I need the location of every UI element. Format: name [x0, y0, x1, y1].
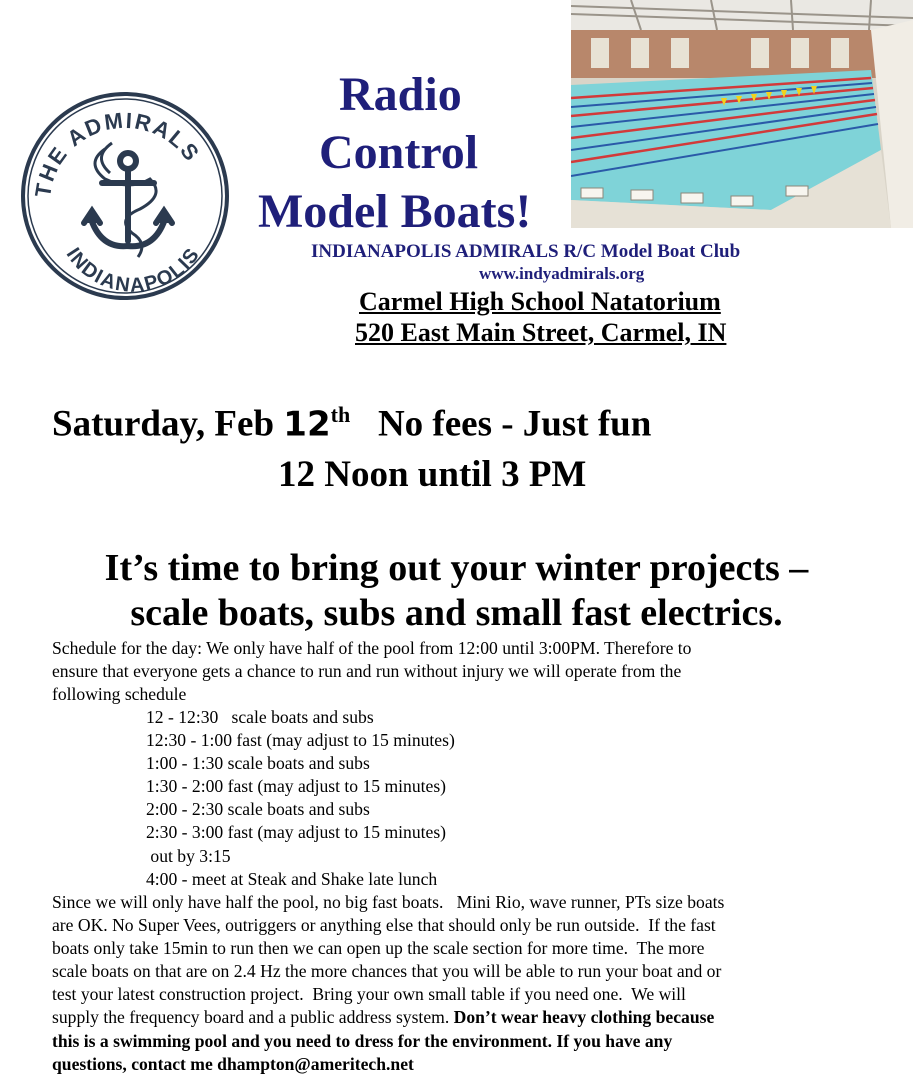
svg-text:THE ADMIRALS: THE ADMIRALS — [30, 107, 206, 200]
details-line-1: Since we will only have half the pool, no big fast boats. Mini Rio, wave runner, PTs size boats — [52, 892, 725, 912]
schedule-list — [146, 706, 455, 891]
schedule-item: 2:30 - 3:00 fast (may adjust to 15 minutes) — [146, 822, 447, 843]
pool-photo — [571, 0, 913, 228]
venue-address: 520 East Main Street, Carmel, IN — [355, 318, 727, 347]
details-line-2: are OK. No Super Vees, outriggers or anything else that should only be run outside. If the fast — [52, 915, 716, 936]
venue-name: Carmel High School Natatorium — [359, 287, 721, 316]
intro-line-2: ensure that everyone gets a chance to run and run without injury we will operate from the — [52, 661, 682, 682]
title-line-2: Control — [319, 126, 479, 179]
event-time: 12 Noon until 3 PM — [278, 454, 587, 495]
event-day: 12 — [283, 404, 331, 445]
details-line-4: scale boats on that are on 2.4 Hz the more chances that you will be able to run your boat and or — [52, 961, 722, 982]
details-line-6-bold: Don’t wear heavy clothing because — [453, 1007, 715, 1028]
details-line-5: test your latest construction project. Bring your own small table if you need one. We will — [52, 984, 686, 1005]
details-line-8[interactable]: questions, contact me dhampton@ameritech.net — [52, 1053, 414, 1074]
details-paragraph — [52, 891, 882, 1076]
schedule-item: 2:00 - 2:30 scale boats and subs — [146, 799, 370, 820]
schedule-item: 4:00 - meet at Steak and Shake late lunch — [146, 868, 438, 889]
event-date-line — [52, 402, 651, 445]
intro-line-3: following schedule — [52, 684, 187, 705]
schedule-item: 12 - 12:30 scale boats and subs — [146, 707, 374, 727]
details-line-6 — [52, 1006, 882, 1029]
club-name: INDIANAPOLIS ADMIRALS R/C Model Boat Club — [311, 241, 741, 262]
club-website[interactable]: www.indyadmirals.org — [479, 264, 645, 283]
headline-line-2: scale boats, subs and small fast electrics. — [130, 592, 783, 634]
schedule-item: 1:30 - 2:00 fast (may adjust to 15 minutes) — [146, 776, 447, 797]
admirals-logo — [20, 91, 230, 301]
event-date-prefix: Saturday, Feb — [52, 403, 284, 445]
event-day-suffix: th — [330, 402, 351, 427]
event-fees: No fees - Just fun — [377, 403, 652, 445]
intro-line-1: Schedule for the day: We only have half of the pool from 12:00 until 3:00PM. Therefore to — [52, 638, 692, 658]
schedule-item: 1:00 - 1:30 scale boats and subs — [146, 753, 370, 774]
headline-line-1: It’s time to bring out your winter projects – — [104, 547, 809, 589]
details-line-7: this is a swimming pool and you need to dress for the environment. If you have any — [52, 1030, 673, 1051]
schedule-item: 12:30 - 1:00 fast (may adjust to 15 minutes) — [146, 730, 455, 751]
title-line-3: Model Boats! — [258, 185, 532, 238]
details-line-6-plain: supply the frequency board and a public address system. — [52, 1007, 454, 1028]
schedule-item: out by 3:15 — [146, 845, 231, 866]
details-line-3: boats only take 15min to run then we can open up the scale section for more time. The more — [52, 938, 705, 959]
title-line-1: Radio — [339, 68, 462, 121]
intro-paragraph — [52, 637, 882, 706]
svg-text:INDIANAPOLIS: INDIANAPOLIS — [61, 243, 205, 297]
